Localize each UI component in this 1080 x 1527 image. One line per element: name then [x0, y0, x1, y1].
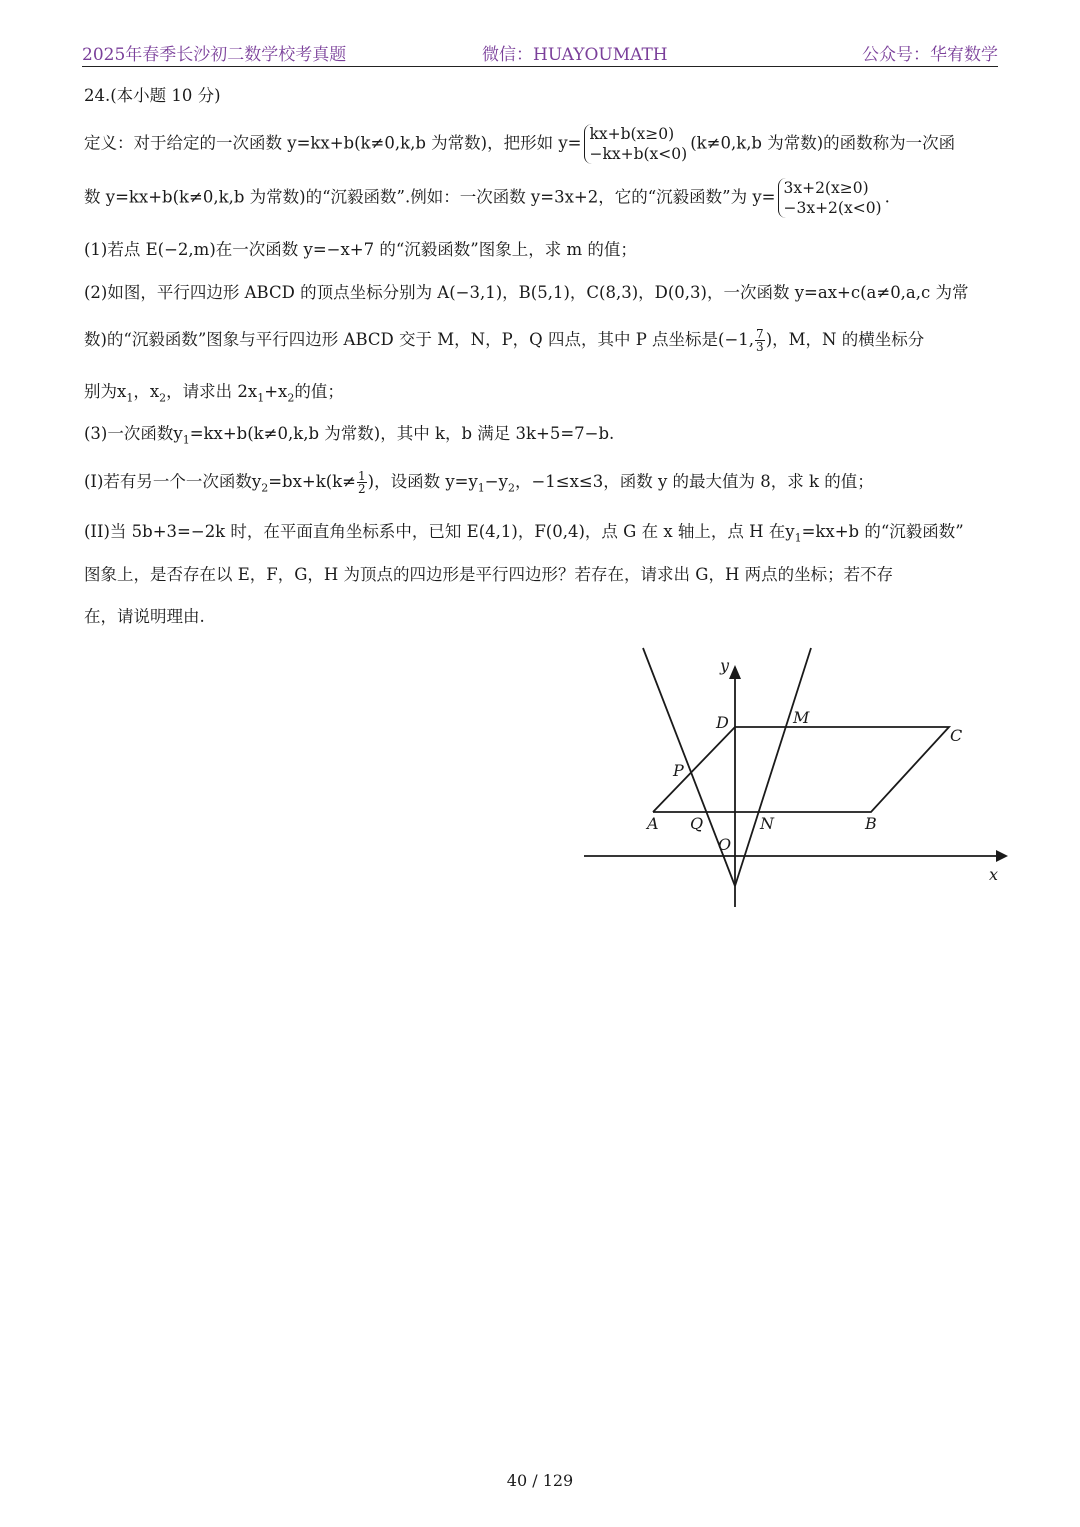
q3i-sub3: 2	[507, 481, 515, 495]
def-text-2b: .	[884, 187, 890, 207]
definition-line-2	[84, 178, 998, 218]
problem-number: 24.(本小题 10 分)	[84, 86, 221, 105]
q2l3-sub1: 1	[126, 391, 134, 405]
piecewise-brace-2	[778, 178, 881, 218]
fraction-1-2	[357, 470, 367, 495]
q3ii-sub: 1	[794, 531, 802, 545]
q3i-a: (I)若有另一个一次函数y	[84, 472, 262, 491]
q2l3-d: +x	[264, 382, 288, 401]
q3-b: =kx+b(k≠0,k,b 为常数)，其中 k，b 满足 3k+5=7−b.	[189, 424, 615, 443]
label-C: C	[950, 726, 963, 745]
label-M: M	[793, 708, 810, 727]
question-2-line-2	[84, 328, 998, 353]
header-wechat: 微信：HUAYOUMATH	[482, 45, 668, 65]
header-title: 2025年春季长沙初二数学校考真题	[82, 45, 347, 65]
question-3-ii-line-3: 在，请说明理由.	[84, 607, 205, 626]
label-y: y	[720, 656, 730, 675]
q2l3-a: 别为x	[84, 382, 127, 401]
question-3-ii-line-2: 图象上，是否存在以 E，F，G，H 为顶点的四边形是平行四边形？若存在，请求出 G，H 两点的坐标；若不存	[84, 565, 894, 584]
page-header	[82, 38, 998, 67]
brace2-bottom: −3x+2(x<0)	[783, 199, 882, 217]
definition-line-1	[84, 124, 998, 164]
page-number: 40 / 129	[506, 1471, 574, 1490]
y-axis-arrow	[729, 665, 741, 679]
q2l3-sub2: 2	[159, 391, 167, 405]
brace2-top: 3x+2(x≥0)	[783, 179, 869, 197]
label-B: B	[865, 814, 877, 833]
q2l3-sub4: 2	[287, 391, 295, 405]
label-Q: Q	[690, 814, 704, 833]
x-axis-arrow	[996, 850, 1008, 862]
frac-num: 1	[358, 469, 366, 483]
label-x: x	[989, 865, 999, 884]
label-P: P	[673, 761, 684, 780]
frac-den: 2	[358, 482, 366, 496]
question-3	[84, 423, 998, 451]
question-3-ii-line-1	[84, 521, 998, 549]
question-2-line-3	[84, 381, 998, 409]
fraction-7-3	[755, 328, 765, 353]
q3i-b: =bx+k(k≠	[268, 472, 356, 491]
question-2-line-1: (2)如图，平行四边形 ABCD 的顶点坐标分别为 A(−3,1)，B(5,1)，C(8,3)，D(0,3)，一次函数 y=ax+c(a≠0,a,c 为常	[84, 283, 969, 302]
q3i-sub: 2	[261, 481, 269, 495]
q2-text-b: )，M，N 的横坐标分	[765, 330, 925, 349]
def-text-1b: (k≠0,k,b 为常数)的函数称为一次函	[690, 133, 956, 153]
label-O: O	[718, 835, 732, 854]
piecewise-brace-1	[584, 124, 687, 164]
frac-num: 7	[756, 327, 764, 341]
q2l3-e: 的值；	[294, 382, 344, 401]
q3i-sub2: 1	[477, 481, 485, 495]
q3i-d: −y	[484, 472, 508, 491]
q2l3-sub3: 1	[257, 391, 265, 405]
question-3-i	[84, 470, 998, 499]
right-branch-line	[735, 648, 811, 886]
q3ii-a: (II)当 5b+3=−2k 时，在平面直角坐标系中，已知 E(4,1)，F(0,4)，点 G 在 x 轴上，点 H 在y	[84, 522, 795, 541]
label-D: D	[716, 713, 729, 732]
question-1: (1)若点 E(−2,m)在一次函数 y=−x+7 的“沉毅函数”图象上，求 m 的值；	[84, 240, 637, 259]
label-A: A	[647, 814, 659, 833]
q3-a: (3)一次函数y	[84, 424, 183, 443]
q3i-e: ，−1≤x≤3，函数 y 的最大值为 8，求 k 的值；	[514, 472, 874, 491]
brace1-top: kx+b(x≥0)	[589, 125, 675, 143]
brace1-bottom: −kx+b(x<0)	[589, 145, 688, 163]
q3ii-b: =kx+b 的“沉毅函数”	[801, 522, 964, 541]
label-N: N	[760, 814, 774, 833]
def-text-2a: 数 y=kx+b(k≠0,k,b 为常数)的“沉毅函数”.例如：一次函数 y=3x+2，它的“沉毅函数”为 y=	[84, 187, 776, 207]
q2-text-a: 数)的“沉毅函数”图象与平行四边形 ABCD 交于 M，N，P，Q 四点，其中 P 点坐标是(−1,	[84, 330, 755, 349]
parallelogram-figure	[584, 645, 1009, 910]
q3i-c: )，设函数 y=y	[367, 472, 478, 491]
q2l3-b: ，x	[133, 382, 160, 401]
def-text-1a: 定义：对于给定的一次函数 y=kx+b(k≠0,k,b 为常数)，把形如 y=	[84, 133, 582, 153]
frac-den: 3	[756, 340, 764, 354]
header-account: 公众号：华宥数学	[862, 45, 998, 65]
q2l3-c: ，请求出 2x	[166, 382, 258, 401]
parallelogram-abcd	[653, 727, 949, 812]
q3-sub: 1	[182, 433, 190, 447]
